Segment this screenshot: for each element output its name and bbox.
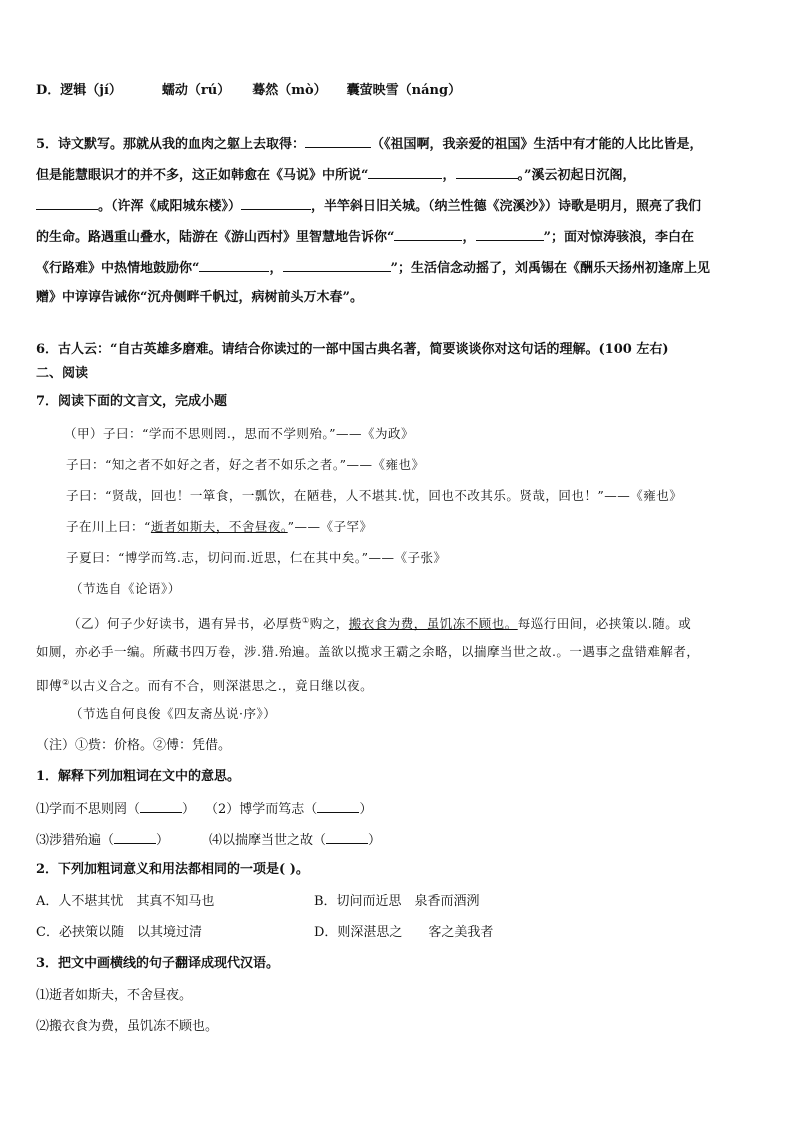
q5-text: 但是能慧眼识才的并不多，这正如韩愈在《马说》中所说“ xyxy=(36,168,369,183)
passage-yi-source: （节选自何良俊《四友斋丛说·序》） xyxy=(70,706,277,721)
answer-blank[interactable] xyxy=(368,165,442,179)
answer-blank[interactable] xyxy=(476,227,544,241)
footnote: （注）①赀：价格。②傅：凭借。 xyxy=(36,738,232,753)
q5-line-2 xyxy=(36,165,635,185)
passage-jia-line-5: 子夏曰：“博学而笃.志，切问而.近思，仁在其中矣。”——《子张》 xyxy=(66,550,447,565)
answer-blank[interactable] xyxy=(317,799,359,813)
q5-text: ”；生活信念动摇了，刘禹锡在《酬乐天扬州初逢席上见 xyxy=(390,261,710,276)
item-text: ⑶涉猎殆遍（ xyxy=(36,833,115,848)
passage-text: 即傅 xyxy=(36,678,63,694)
q5-text: ， xyxy=(442,168,456,183)
item-text: ） xyxy=(359,802,373,817)
item-text: ） xyxy=(156,833,170,848)
translation-item-2: ⑵搬衣食为费，虽饥冻不顾也。 xyxy=(36,1019,219,1034)
subquestion-1: 1．解释下列加粗词在文中的意思。 xyxy=(36,769,241,784)
q4-d-word4: 囊萤映雪（náng） xyxy=(346,83,462,98)
q5-text: 《行路难》中热情地鼓励你“ xyxy=(36,261,200,276)
q5-text: ， xyxy=(269,261,283,276)
answer-blank[interactable] xyxy=(456,165,518,179)
answer-blank[interactable] xyxy=(140,799,182,813)
item-text: （2）博学而笃志（ xyxy=(205,802,318,817)
section-heading: 二、阅读 xyxy=(36,366,89,381)
answer-blank[interactable] xyxy=(326,830,368,844)
passage-text: ”——《子罕》 xyxy=(287,519,373,534)
passage-text: （乙）何子少好读书，遇有异书，必厚赀 xyxy=(68,616,303,632)
q7-title: 7．阅读下面的文言文，完成小题 xyxy=(36,394,228,409)
q4-option-d xyxy=(36,82,461,100)
option-b: B．切问而近思 泉香而酒洌 xyxy=(314,894,480,909)
option-a: A．人不堪其忧 其真不知马也 xyxy=(36,894,215,909)
passage-jia-line-4 xyxy=(66,518,373,536)
footnote-mark: ① xyxy=(302,616,310,625)
answer-blank[interactable] xyxy=(305,134,371,148)
q5-text: ”；面对惊涛骇浪，李白在 xyxy=(543,230,694,245)
q5-text: 。（许浑《咸阳城东楼》） xyxy=(98,199,242,214)
passage-jia-line-1: （甲）子曰：“学而不思则罔.，思而不学则殆。”——《为政》 xyxy=(64,426,415,441)
underlined-sentence: 搬衣食为费，虽饥冻不顾也。 xyxy=(348,616,518,632)
q4-d-word1: D．逻辑（jí） xyxy=(36,83,122,98)
option-d: D．则深湛思之 客之美我者 xyxy=(314,925,494,940)
q5-text: 的生命。路遇重山叠水，陆游在《游山西村》里智慧地告诉你“ xyxy=(36,230,395,245)
answer-blank[interactable] xyxy=(36,196,98,210)
passage-jia-source: （节选自《论语》） xyxy=(70,581,181,596)
underlined-sentence: 逝者如斯夫，不舍昼夜。 xyxy=(150,519,288,534)
passage-text: 购之， xyxy=(309,616,349,632)
q5-line-3 xyxy=(36,196,701,216)
subquestion-3: 3．把文中画横线的句子翻译成现代汉语。 xyxy=(36,956,280,971)
footnote-mark: ② xyxy=(62,678,70,687)
passage-text: 以古义合之。而有不合，则深湛思之.，竟日继以夜。 xyxy=(69,678,374,694)
q5-text: 5．诗文默写。那就从我的血肉之躯上去取得： xyxy=(36,137,306,152)
q5-line-6: 赠》中谆谆告诫你“沉舟侧畔千帆过，病树前头万木春”。 xyxy=(36,290,363,305)
answer-blank[interactable] xyxy=(283,258,391,272)
subquestion-1-items-row2 xyxy=(36,830,381,850)
item-text: ） xyxy=(182,802,196,817)
answer-blank[interactable] xyxy=(241,196,311,210)
passage-yi-line-3 xyxy=(36,674,373,695)
subquestion-1-items-row1 xyxy=(36,799,372,819)
passage-yi-line-1 xyxy=(68,612,691,633)
passage-text: 每巡行田间，必挟策以.随。或 xyxy=(517,616,692,632)
option-c: C．必挟策以随 以其境过清 xyxy=(36,925,202,940)
passage-text: 子在川上曰：“ xyxy=(66,519,151,534)
answer-blank[interactable] xyxy=(394,227,462,241)
answer-blank[interactable] xyxy=(199,258,269,272)
item-text: ） xyxy=(368,833,382,848)
translation-item-1: ⑴逝者如斯夫，不舍昼夜。 xyxy=(36,988,193,1003)
passage-yi-line-2: 如厕，亦必手一编。所藏书四万卷，涉.猎.殆遍。盖欲以揽求王霸之余略，以揣摩当世之故.。一遇事之盘错难解者， xyxy=(36,644,700,659)
q4-d-word3: 蓦然（mò） xyxy=(252,83,327,98)
passage-jia-line-3: 子曰：“贤哉，回也！一箪食，一瓢饮，在陋巷，人不堪其.忧，回也不改其乐。贤哉，回也！”——《雍也》 xyxy=(66,488,683,503)
q5-text: （《祖国啊，我亲爱的祖国》生活中有才能的人比比皆是， xyxy=(371,137,703,152)
q5-line-5 xyxy=(36,258,710,278)
answer-blank[interactable] xyxy=(114,830,156,844)
subquestion-2: 2．下列加粗词意义和用法都相同的一项是( )。 xyxy=(36,862,309,877)
q6-text: 6．古人云：“自古英雄多磨难。请结合你读过的一部中国古典名著，简要谈谈你对这句话的理解。(100 左右) xyxy=(36,342,669,357)
q5-text: ，半竿斜日旧关城。（纳兰性德《浣溪沙》）诗歌是明月，照亮了我们 xyxy=(311,199,702,214)
q5-line-4 xyxy=(36,227,694,247)
q4-d-word2: 蠕动（rú） xyxy=(161,83,231,98)
q5-line-1 xyxy=(36,134,703,154)
q5-text: ， xyxy=(462,230,476,245)
item-text: ⑴学而不思则罔（ xyxy=(36,802,141,817)
passage-jia-line-2: 子曰：“知之者不如好之者，好之者不如乐之者。”——《雍也》 xyxy=(66,457,425,472)
item-text: ⑷以揣摩当世之故（ xyxy=(209,833,327,848)
q5-text: 。”溪云初起日沉阁， xyxy=(517,168,636,183)
